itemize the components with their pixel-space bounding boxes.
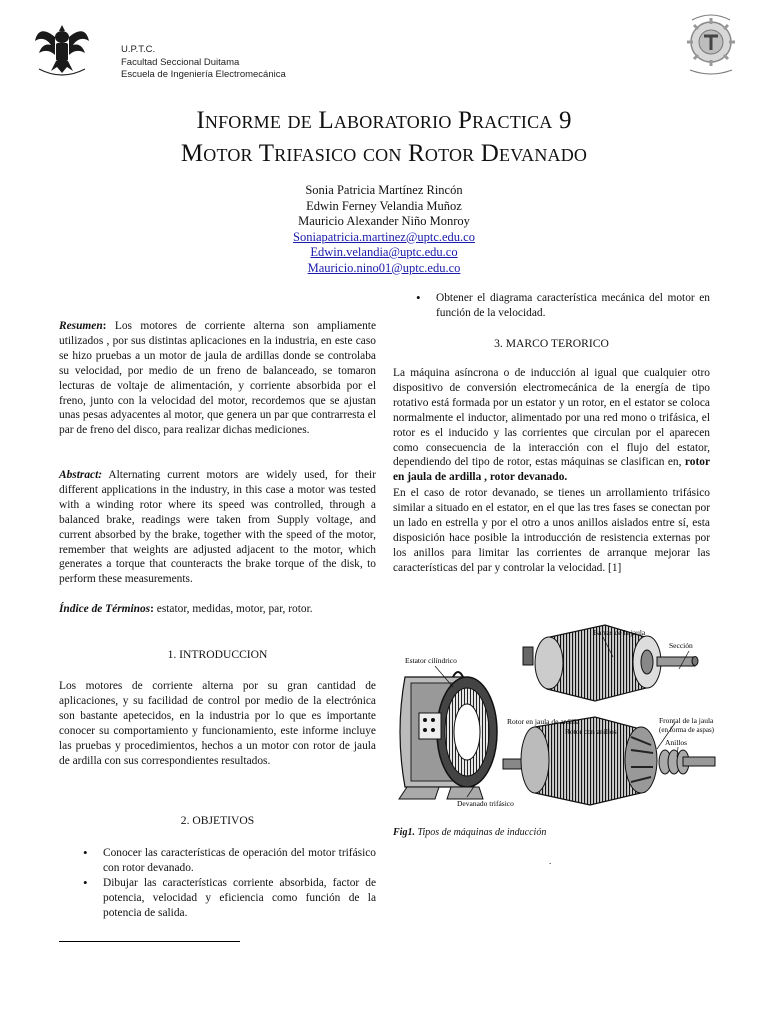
resumen-label: Resumen bbox=[59, 320, 103, 332]
label-rotor-anillos: Rotor con anillos bbox=[565, 727, 617, 736]
label-barras: Barras de la jaula bbox=[593, 628, 646, 637]
marco-bold-text: rotor en jaula de ardilla , rotor devanado. bbox=[393, 456, 710, 484]
list-item: • Obtener el diagrama característica mecánica del motor en función de la velocidad. bbox=[414, 291, 710, 321]
figure-caption-label: Fig1. bbox=[393, 827, 415, 838]
label-estator: Estator cilíndrico bbox=[405, 656, 457, 665]
paper-title bbox=[0, 104, 768, 170]
author-email-link[interactable]: Soniapatricia.martinez@uptc.edu.co bbox=[293, 229, 475, 244]
introduccion-heading: 1. INTRODUCCION bbox=[167, 648, 268, 661]
university-crest-logo bbox=[33, 17, 91, 79]
figure-caption-text: Tipos de máquinas de inducción bbox=[414, 827, 547, 838]
authors-block bbox=[0, 183, 768, 276]
resumen-separator: : bbox=[102, 320, 107, 332]
stator-drawing bbox=[399, 672, 497, 799]
institution-header bbox=[121, 44, 286, 82]
author-email-link[interactable]: Edwin.velandia@uptc.edu.co bbox=[310, 245, 458, 259]
list-item: • Dibujar las características corriente absorbida, factor de potencia, velocidad y eficiencia como función de la potencia de salida. bbox=[81, 876, 376, 921]
figure-caption bbox=[393, 827, 546, 838]
objetivos-list-continued bbox=[414, 291, 710, 321]
author-name: Edwin Ferney Velandia Muñoz bbox=[306, 198, 462, 213]
objetivos-list bbox=[81, 846, 376, 921]
introduccion-paragraph: Los motores de corriente alterna por su gran cantidad de aplicaciones, y su facilidad de control por medio de la electrónica son bastante apetecidos, en la industria por lo que es importante conocer su comportamiento y funcionamiento, este informe incluye las pruebas y procedimientos, hechos a un motor con rotor de jaula de ardilla con sus correspondientes resultados. bbox=[59, 680, 376, 767]
abstract-text: Alternating current motors are widely used, for their different applications in the industry, in this case a motor was tested with a winding rotor where its speed was controlled, through a balanced brake, readings were taken from Supply voltage, and current absorbed by the brake, together with the speed of the motor, remember that weights are adjusted adjacent to the motor, which generates a torque that counteracts the brake torque of the disk, to perform these measurements. bbox=[59, 469, 376, 586]
marco-teorico-paragraph-1 bbox=[393, 366, 710, 485]
abstract-paragraph bbox=[59, 468, 376, 587]
induction-machines-figure bbox=[395, 617, 725, 817]
school-electromechanical-logo bbox=[680, 12, 742, 78]
index-terms-text: estator, medidas, motor, par, rotor. bbox=[153, 603, 313, 615]
label-anillos: Anillos bbox=[665, 738, 688, 747]
label-frontal-2: (en forma de aspas) bbox=[659, 726, 715, 734]
resumen-paragraph bbox=[59, 319, 376, 438]
label-devanado: Devanado trifásico bbox=[457, 799, 514, 808]
stray-mark: . bbox=[549, 856, 552, 866]
label-rotor-jaula: Rotor en jaula de ardilla bbox=[507, 717, 580, 726]
index-terms-separator: : bbox=[150, 603, 154, 615]
title-line-1: Informe de Laboratorio Practica 9 bbox=[196, 107, 572, 134]
title-line-2: Motor Trifasico con Rotor Devanado bbox=[180, 140, 588, 167]
footnote-divider bbox=[59, 941, 240, 942]
author-email-link[interactable]: Mauricio.nino01@uptc.edu.co bbox=[307, 260, 461, 275]
index-terms-paragraph bbox=[59, 602, 376, 617]
author-name: Sonia Patricia Martínez Rincón bbox=[305, 183, 463, 197]
school-name: Escuela de Ingeniería Electromecánica bbox=[121, 69, 286, 80]
marco-teorico-heading: 3. MARCO TERORICO bbox=[494, 337, 609, 350]
author-name: Mauricio Alexander Niño Monroy bbox=[298, 214, 470, 228]
university-name: U.P.T.C. bbox=[121, 44, 156, 55]
abstract-label: Abstract: bbox=[59, 469, 103, 481]
label-frontal-1: Frontal de la jaula bbox=[659, 716, 714, 725]
label-seccion: Sección bbox=[669, 641, 693, 650]
marco-teorico-paragraph-2: En el caso de rotor devanado, se tienes un arrollamiento trifásico similar a situado en el estator, en el que las tres fases se conectan por un lado en estrella y por el otro a unos anillos aislados entre sí, esta disposición hace posible la introducción de resistencia externas por los anillos para limitar las corrientes de arranque mejorar las características del par y controlar la velocidad. [1] bbox=[393, 487, 710, 574]
list-item: • Conocer las características de operación del motor trifásico con rotor devanado. bbox=[81, 846, 376, 876]
faculty-name: Facultad Seccional Duitama bbox=[121, 56, 240, 68]
objetivos-heading: 2. OBJETIVOS bbox=[180, 814, 255, 827]
marco-text: La máquina asíncrona o de inducción al igual que cualquier otro dispositivo de conversión electromecánica de la energía de tipo rotativo está formada por un estator y un rotor, en el estator se coloca normalmente el inductor, alimentado por una red mono o trifásica, el rotor es el inducido y las corrientes que circulan por el aparecen como consecuencia de la interacción con el flujo del estator, dependiendo del tipo de rotor, estas máquinas se clasifican en, bbox=[393, 367, 710, 469]
index-terms-label: Índice de Términos bbox=[59, 603, 151, 615]
resumen-text: Los motores de corriente alterna son ampliamente utilizados , por sus distintas aplicaciones en la industria, en este caso se hizo pruebas a un motor de jaula de ardillas donde se controlaba su velocidad, por medio de un freno de balanceado, se tomaron lecturas de voltaje de alimentación, y corriente absorbida por el freno, junto con la velocidad del motor, recordemos que se ajustan unas pesas adyacentes al motor, que genera un par que contrarresta el par de freno del disco, para realizar dichas mediciones. bbox=[59, 320, 376, 437]
